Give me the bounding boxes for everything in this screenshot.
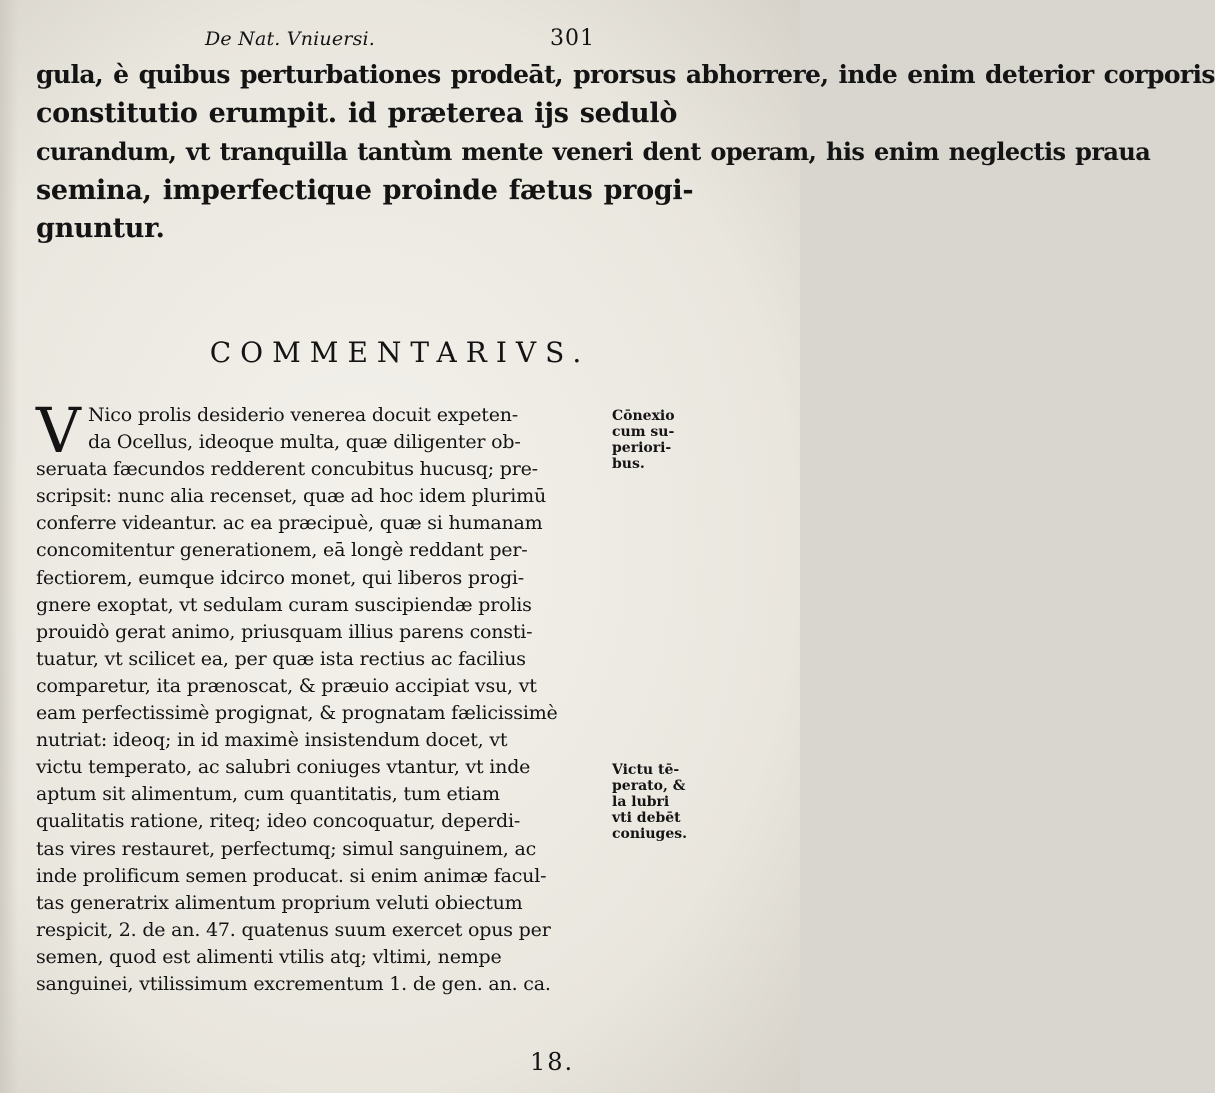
margin-note-line: coniuges. xyxy=(612,826,687,842)
margin-note-line: Victu tē- xyxy=(612,762,680,778)
commentary-line: prouidò gerat animo, priusquam illius parens consti- xyxy=(36,620,533,643)
margin-note xyxy=(612,762,704,842)
page-gutter-shadow xyxy=(0,0,18,1093)
commentary-line: conferre videantur. ac ea præcipuè, quæ si humanam xyxy=(36,512,543,535)
commentary-line: respicit, 2. de an. 47. quatenus suum exercet opus per xyxy=(36,918,551,941)
signature-mark: 18. xyxy=(530,1048,575,1076)
commentary-line: nutriat: ideoq; in id maximè insistendum docet, vt xyxy=(36,729,508,752)
commentary-line: da Ocellus, ideoque multa, quæ diligenter ob- xyxy=(88,431,521,454)
commentary-line: seruata fæcundos redderent concubitus hucusq; pre- xyxy=(36,458,538,481)
margin-note xyxy=(612,408,704,472)
margin-note-line: perato, & xyxy=(612,778,686,794)
commentary-line: comparetur, ita prænoscat, & præuio accipiat vsu, vt xyxy=(36,674,537,697)
commentary-line: gnere exoptat, vt sedulam curam suscipiendæ prolis xyxy=(36,593,532,616)
main-text-line: semina, imperfectique proinde fætus progi- xyxy=(36,174,694,206)
commentary-line: tas generatrix alimentum proprium veluti obiectum xyxy=(36,891,523,914)
margin-note-line: bus. xyxy=(612,456,645,472)
main-text-line: gnuntur. xyxy=(36,213,165,244)
commentary-line: tuatur, vt scilicet ea, per quæ ista rectius ac facilius xyxy=(36,647,526,670)
margin-note-line: la lubri xyxy=(612,794,670,810)
main-text-block xyxy=(36,56,1215,249)
page-header xyxy=(205,26,595,54)
commentary-line: tas vires restauret, perfectumq; simul sanguinem, ac xyxy=(36,837,537,860)
commentary-line: eam perfectissimè progignat, & prognatam fælicissimè xyxy=(36,702,558,725)
section-title: COMMENTARIVS. xyxy=(209,336,591,369)
margin-note-line: periori- xyxy=(612,440,672,456)
commentary-line: semen, quod est alimenti vtilis atq; vltimi, nempe xyxy=(36,945,502,968)
page-number: 301 xyxy=(550,26,595,51)
margin-note-line: vti debēt xyxy=(612,810,681,826)
main-text-line: curandum, vt tranquilla tantùm mente veneri dent operam, his enim neglectis praua xyxy=(36,137,1151,166)
commentary-line: fectiorem, eumque idcirco monet, qui liberos progi- xyxy=(36,566,525,589)
commentary-line: concomitentur generationem, eā longè reddant per- xyxy=(36,539,528,562)
margin-note-line: cum su- xyxy=(612,424,675,440)
commentary-line: sanguinei, vtilissimum excrementum 1. de gen. an. ca. xyxy=(36,972,551,995)
commentary-line: victu temperato, ac salubri coniuges vtantur, vt inde xyxy=(36,756,531,779)
margin-note-line: Cōnexio xyxy=(612,408,675,424)
drop-cap: V xyxy=(36,394,81,467)
commentary-text-block xyxy=(36,394,602,998)
commentary-line: qualitatis ratione, riteq; ideo concoquatur, deperdi- xyxy=(36,810,521,833)
main-text-line: constitutio erumpit. id præterea ijs sedulò xyxy=(36,97,678,129)
main-text-line: gula, è quibus perturbationes prodeāt, prorsus abhorrere, inde enim deterior corporis xyxy=(36,60,1215,89)
commentary-line: inde prolificum semen producat. si enim animæ facul- xyxy=(36,864,547,887)
commentary-line: aptum sit alimentum, cum quantitatis, tum etiam xyxy=(36,783,500,806)
commentary-line: Nico prolis desiderio venerea docuit expeten- xyxy=(88,404,519,426)
running-head: De Nat. Vniuersi. xyxy=(205,28,376,50)
commentary-line: scripsit: nunc alia recenset, quæ ad hoc idem plurimū xyxy=(36,485,547,508)
